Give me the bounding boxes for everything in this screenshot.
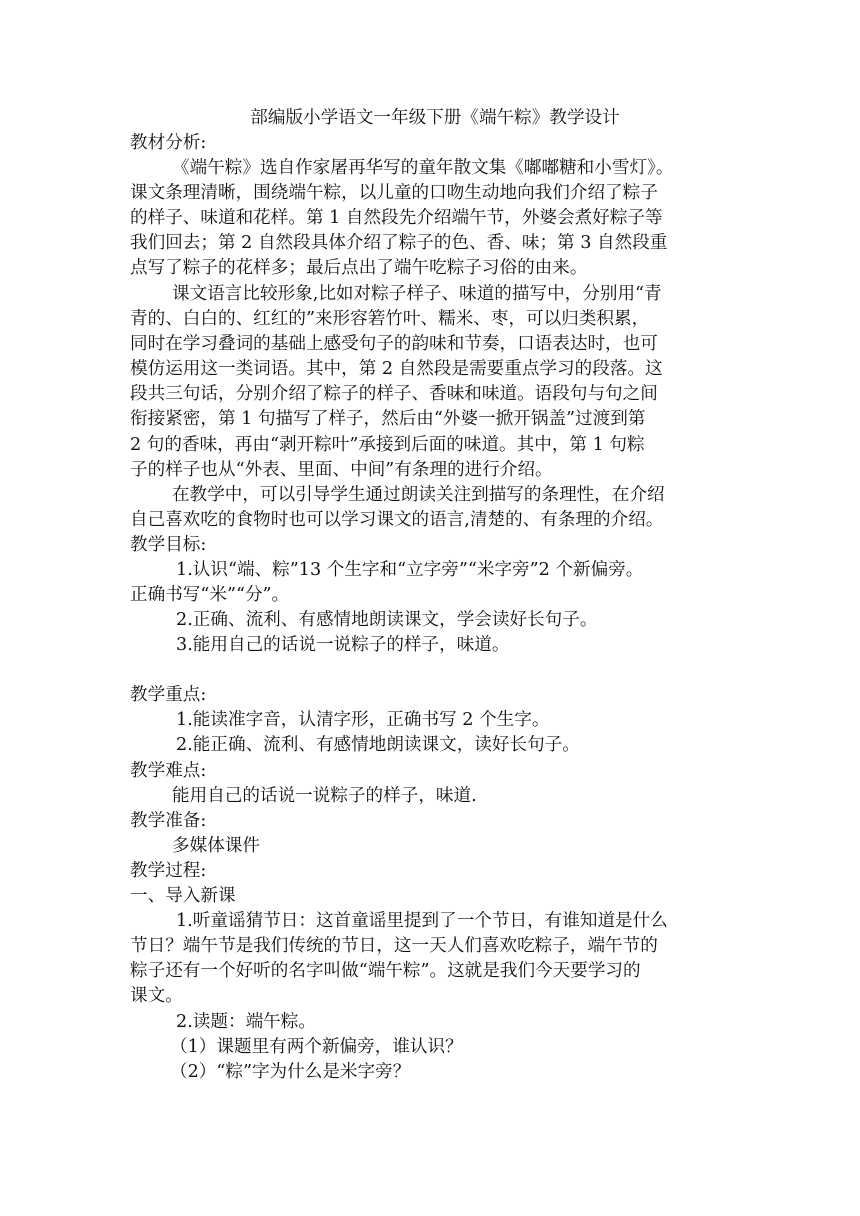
analysis-heading: 教材分析:: [130, 133, 207, 153]
text-line: 多媒体课件: [172, 836, 260, 856]
process-heading: 教学过程:: [130, 861, 207, 881]
goal-item: 3.能用自己的话说一说粽子的样子，味道。: [176, 635, 510, 656]
key-point-item: 1.能读准字音，认清字形，正确书写 2 个生字。: [176, 710, 550, 730]
question-item: （2）“粽”字为什么是米字旁？: [170, 1062, 411, 1083]
text-line: 能用自己的话说一说粽子的样子，味道.: [172, 786, 477, 806]
text-line: 点写了粽子的花样多；最后点出了端午吃粽子习俗的由来。: [130, 258, 588, 279]
process-step-1: [130, 909, 740, 1009]
process-section-1-heading: 一、导入新课: [130, 886, 236, 906]
text-line: 1.听童谣猜节日：这首童谣里提到了一个节日，有谁知道是什么: [176, 911, 668, 931]
text-line: 的样子、味道和花样。第 1 自然段先介绍端午节，外婆会煮好粽子等: [130, 208, 663, 229]
text-line: 同时在学习叠词的基础上感受句子的韵味和节奏，口语表达时，也可: [130, 334, 658, 355]
text-line: 课文语言比较形象,比如对粽子样子、味道的描写中，分别用“青: [172, 284, 662, 304]
difficulties-heading: 教学难点:: [130, 761, 207, 781]
analysis-paragraph-2: [130, 282, 740, 483]
text-line: 在教学中，可以引导学生通过朗读关注到描写的条理性，在介绍: [172, 485, 665, 505]
text-line: 2 句的香味，再由“剥开粽叶”承接到后面的味道。其中，第 1 句粽: [130, 434, 645, 455]
key-points-heading: 教学重点:: [130, 685, 207, 705]
text-line: 我们回去；第 2 自然段具体介绍了粽子的色、香、味；第 3 自然段重: [130, 233, 668, 254]
text-line: 《端午粽》选自作家屠再华写的童年散文集《嘟嘟糖和小雪灯》。: [172, 158, 674, 178]
process-step-2: [130, 1010, 740, 1085]
goals-list: [130, 558, 740, 658]
key-points-list: [130, 708, 740, 758]
text-line: 模仿运用这一类词语。其中，第 2 自然段是需要重点学习的段落。这: [130, 359, 663, 380]
text-line: 粽子还有一个好听的名字叫做“端午粽”。这就是我们今天要学习的: [130, 961, 641, 982]
text-line: 青的、白白的、红红的”来形容箬竹叶、糯米、枣，可以归类积累，: [130, 309, 650, 330]
goals-heading: 教学目标:: [130, 535, 207, 555]
goal-item: 2.正确、流利、有感情地朗读课文，学会读好长句子。: [176, 610, 598, 631]
text-line: 衔接紧密，第 1 句描写了样子，然后由“外婆一掀开锅盖”过渡到第: [130, 409, 646, 430]
goal-item: 1.认识“端、粽”13 个生字和“立字旁”“米字旁”2 个新偏旁。: [176, 560, 644, 580]
preparation-text: [130, 834, 740, 859]
difficulties-text: [130, 784, 740, 809]
text-line: 子的样子也从“外表、里面、中间”有条理的进行介绍。: [130, 459, 553, 480]
key-point-item: 2.能正确、流利、有感情地朗读课文，读好长句子。: [176, 735, 580, 756]
text-line: 节日？端午节是我们传统的节日，这一天人们喜欢吃粽子，端午节的: [130, 936, 658, 957]
document-title: 部编版小学语文一年级下册《端午粽》教学设计: [250, 108, 620, 128]
text-line: 2.读题：端午粽。: [176, 1012, 316, 1032]
text-line: 段共三句话，分别介绍了粽子的样子、香味和味道。语段句与句之间: [130, 384, 658, 405]
text-line: 课文。: [130, 986, 183, 1007]
question-item: （1）课题里有两个新偏旁，谁认识？: [170, 1037, 463, 1058]
analysis-paragraph-3: [130, 483, 740, 533]
text-line: 自己喜欢吃的食物时也可以学习课文的语言,清楚的、有条理的介绍。: [130, 510, 664, 531]
analysis-paragraph-1: [130, 156, 740, 281]
goal-item-continued: 正确书写“米”“分”。: [130, 585, 290, 606]
preparation-heading: 教学准备:: [130, 811, 207, 831]
text-line: 课文条理清晰，围绕端午粽，以儿童的口吻生动地向我们介绍了粽子: [130, 183, 658, 204]
